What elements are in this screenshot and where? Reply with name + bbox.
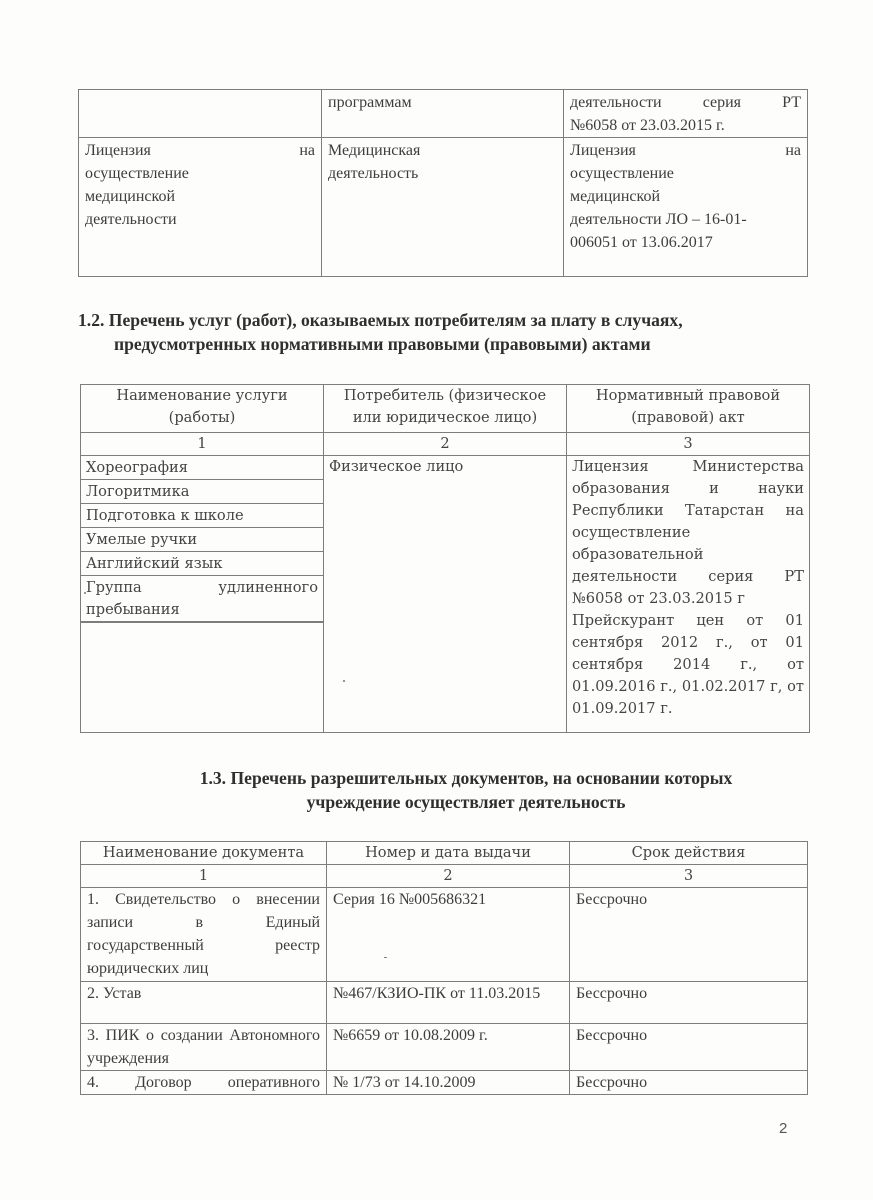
column-header: Номер и дата выдачи [327,842,570,865]
scan-artifact [343,680,345,682]
document-validity: Бессрочно [570,1071,808,1095]
list-item: Английский язык [81,552,323,576]
table-cell: программам [322,90,564,138]
column-number-row [81,433,810,456]
empty-cell [81,622,323,623]
document-validity: Бессрочно [570,982,808,1024]
column-header: Потребитель (физическое или юридическое лицо) [324,385,567,433]
document-name: 2. Устав [81,982,327,1024]
column-number: 1 [81,433,324,456]
list-item: Группа удлиненного пребывания [81,576,323,622]
document-number-date: №467/КЗИО-ПК от 11.03.2015 [327,982,570,1024]
table-row [79,90,808,138]
table-row [81,888,808,982]
column-header: Наименование документа [81,842,327,865]
table-row [79,138,808,277]
table-row [81,1024,808,1071]
column-header: Наименование услуги (работы) [81,385,324,433]
document-name: 3. ПИК о создании Автономного учреждения [81,1024,327,1071]
table-header-row [81,385,810,433]
table-cell: Лицензия на осуществление медицинской деятельности ЛО – 16-01- 006051 от 13.06.2017 [564,138,808,277]
table-row [81,456,810,733]
document-number-date: № 1/73 от 14.10.2009 [327,1071,570,1095]
document-validity: Бессрочно [570,888,808,982]
scan-artifact [384,957,387,958]
column-header: Срок действия [570,842,808,865]
section-1-3-heading: 1.3. Перечень разрешительных документов, на основании которых учреждение осуществляет деятельность [199,768,733,812]
table-cell [79,90,322,138]
page-number: 2 [779,1120,788,1137]
table-cell: Лицензия на осуществление медицинской деятельности [79,138,322,277]
list-item: Умелые ручки [81,528,323,552]
table-cell: деятельности серия РТ №6058 от 23.03.2015 г. [564,90,808,138]
services-list-cell [81,456,324,733]
list-item: Подготовка к школе [81,504,323,528]
paid-services-table [80,384,810,733]
scan-artifact [84,592,86,594]
legal-act-cell: Лицензия Министерства образования и науки Республики Татарстан на осуществление образовательной деятельности серия РТ №6058 от 23.03.2015 г Прейскурант цен от 01 сентября 2012 г., от 01 сентября 2014 г., от 01.09.2016 г., 01.02.2017 г, от 01.09.2017 г. [567,456,810,733]
table-row [81,1071,808,1095]
column-number: 3 [567,433,810,456]
column-number: 2 [324,433,567,456]
document-number-date: №6659 от 10.08.2009 г. [327,1024,570,1071]
document-validity: Бессрочно [570,1024,808,1071]
licenses-table-continuation [78,89,808,277]
list-item: Логоритмика [81,480,323,504]
list-item: Хореография [81,456,323,480]
document-name: 4. Договор оперативного [81,1071,327,1095]
section-1-2-heading: 1.2. Перечень услуг (работ), оказываемых потребителям за плату в случаях, предусмотренных нормативными правовыми (правовыми) актами [78,310,683,354]
table-header-row [81,842,808,865]
permit-documents-table [80,841,808,1095]
document-number-date: Серия 16 №005686321 [327,888,570,982]
consumer-cell: Физическое лицо [324,456,567,733]
column-number: 2 [327,865,570,888]
column-number-row [81,865,808,888]
column-number: 1 [81,865,327,888]
column-number: 3 [570,865,808,888]
document-name: 1. Свидетельство о внесении записи в Единый государственный реестр юридических лиц [81,888,327,982]
table-cell: Медицинская деятельность [322,138,564,277]
column-header: Нормативный правовой (правовой) акт [567,385,810,433]
table-row [81,982,808,1024]
